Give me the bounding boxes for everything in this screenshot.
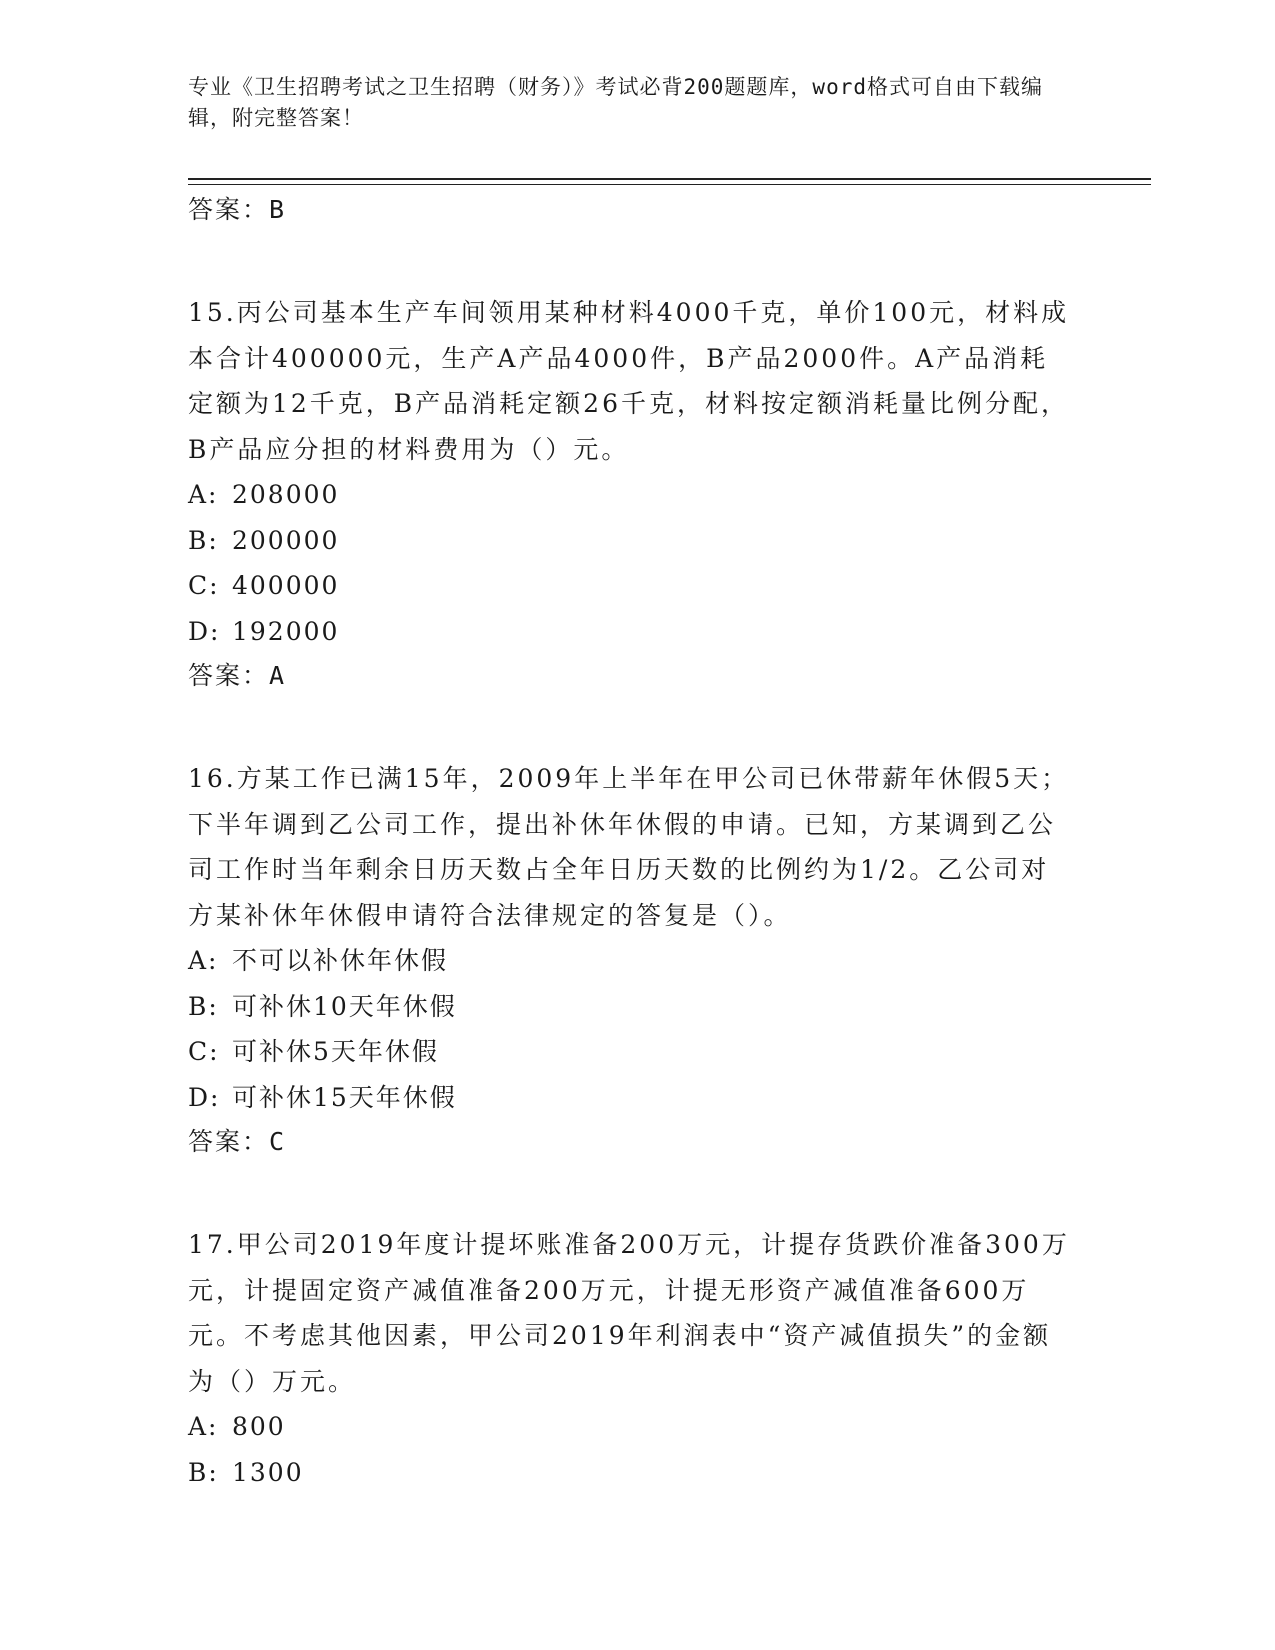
question-15 — [188, 290, 1088, 698]
option-a: A: 不可以补休年休假 — [188, 946, 449, 975]
option-a: A: 208000 — [188, 480, 340, 509]
header-divider — [188, 178, 1151, 185]
document-body — [188, 188, 1088, 1495]
question-text: 15.丙公司基本生产车间领用某种材料4000千克，单价100元，材料成本合计400000元，生产A产品4000件，B产品2000件。A产品消耗定额为12千克，B产品消耗定额26千克，材料按定额消耗量比例分配，B产品应分担的材料费用为（）元。 — [188, 298, 1070, 464]
question-17 — [188, 1222, 1088, 1495]
answer-15: 答案：A — [188, 661, 287, 690]
option-c: C: 可补休5天年休假 — [188, 1037, 439, 1066]
option-b: B: 1300 — [188, 1457, 304, 1487]
question-text: 17.甲公司2019年度计提坏账准备200万元，计提存货跌价准备300万元，计提固定资产减值准备200万元，计提无形资产减值准备600万元。不考虑其他因素，甲公司2019年利润表中“资产减值损失”的金额为（）万元。 — [188, 1230, 1070, 1396]
option-c: C: 400000 — [188, 571, 340, 600]
option-d: D: 192000 — [188, 616, 340, 646]
question-16 — [188, 756, 1088, 1164]
answer-14: 答案：B — [188, 195, 287, 224]
option-b: B: 200000 — [188, 525, 340, 555]
page-header — [188, 72, 1068, 134]
question-text: 16.方某工作已满15年，2009年上半年在甲公司已休带薪年休假5天；下半年调到乙公司工作，提出补休年休假的申请。已知，方某调到乙公司工作时当年剩余日历天数占全年日历天数的比例约为1/2。乙公司对方某补休年休假申请符合法律规定的答复是（）。 — [188, 764, 1070, 930]
option-b: B: 可补休10天年休假 — [188, 991, 457, 1021]
answer-16: 答案：C — [188, 1127, 287, 1156]
header-text: 专业《卫生招聘考试之卫生招聘（财务）》考试必背200题题库，word格式可自由下载编辑，附完整答案！ — [188, 75, 1043, 130]
option-a: A: 800 — [188, 1412, 286, 1441]
option-d: D: 可补休15天年休假 — [188, 1082, 457, 1112]
